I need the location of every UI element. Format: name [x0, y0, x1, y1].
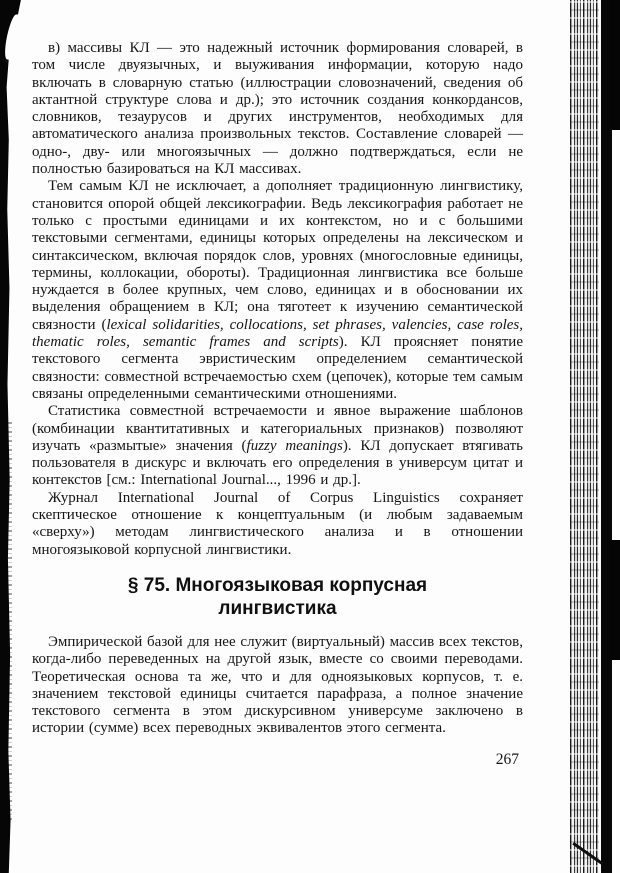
page-number: 267 [495, 750, 519, 768]
scan-edge-right-noise-band [570, 0, 599, 873]
scan-edge-right-corner-mid [609, 540, 620, 660]
italic-run: lexical solidarities, collocations, set phrases, valencies, case roles, thematic roles, semantic frames and scripts [32, 316, 523, 351]
paragraph [32, 178, 523, 403]
text-column [32, 40, 523, 769]
text-run: в) массивы КЛ — это надежный источник формирования словарей, в том числе двуязычных, и выуживания информации, которую надо включать в словарную статью (иллюстрации словозначений, сведения об актантной структуре слова и др.); это источник создания конкордансов, словников, тезаурусов и других инструментов, необходимых для автоматического анализа произвольных текстов. Составление словарей — одно-, дву- или многоязычных — должно подтверждаться, если не полностью базироваться на КЛ массивах. [32, 40, 523, 178]
paragraph [32, 403, 523, 489]
scan-edge-left-texture [6, 420, 12, 820]
text-run: Эмпирической базой для нее служит (виртуальный) массив всех текстов, когда-либо переведенных на другой язык, вместе со своими переводами. Теоретическая основа та же, что и для одноязыковых корпусов, т. е. значением текстовой единицы считается парафраза, а полное значение текстового сегмента в этом дискурсивном универсуме заключено в истории (сумме) всех переводных эквивалентов этого сегмента. [32, 633, 523, 737]
scan-edge-right-corner-top [609, 0, 620, 130]
scan-edge-right-black-stripe [601, 0, 612, 873]
section-heading-line2: лингвистика [218, 597, 337, 619]
body-text-bottom [32, 634, 523, 738]
section-heading [32, 574, 523, 620]
body-text-top [32, 40, 523, 559]
paragraph [32, 634, 523, 738]
text-run: ). КЛ проясняет понятие текстового сегмента эвристическим определением семантической связности: совместной встречаемостью схем (цепочек), которые тем самым связаны определенными семантическими отношениями. [32, 334, 523, 402]
section-heading-line1: § 75. Многоязыковая корпусная [127, 574, 428, 596]
text-run: ). КЛ допускает втягивать пользователя в дискурс и включать его определения в универсум цитат и контекстов [см.: International Journal..., 1996 и др.]. [32, 437, 523, 489]
text-run: Журнал International Journal of Corpus Linguistics сохраняет скептическое отношение к концептуальным (и любым задаваемым «сверху») методам лингвистического анализа и в отношении многоязыковой корпусной лингвистики. [32, 489, 523, 558]
italic-run: fuzzy meanings [246, 437, 343, 454]
text-run: Статистика совместной встречаемости и явное выражение шаблонов (комбинации квантитативных и категориальных признаков) позволяют изучать «размытые» значения ( [32, 403, 523, 454]
paragraph [32, 490, 523, 559]
paragraph [32, 40, 523, 178]
text-run: Тем самым КЛ не исключает, а дополняет традиционную лингвистику, становится опорой общей лексикографии. Ведь лексикография работает не только с простыми единицами и их контекстом, но и с большими текстовыми сегментами, единицы которых определены на лексическом и синтаксическом, включая порядок слов, уровнях (многословные единицы, термины, коллокации, обороты). Традиционная лингвистика все больше нуждается в более крупных, чем слово, единицах и в обосновании их выделения обращением в КЛ; она тяготеет к изучению семантической связности ( [32, 178, 523, 333]
